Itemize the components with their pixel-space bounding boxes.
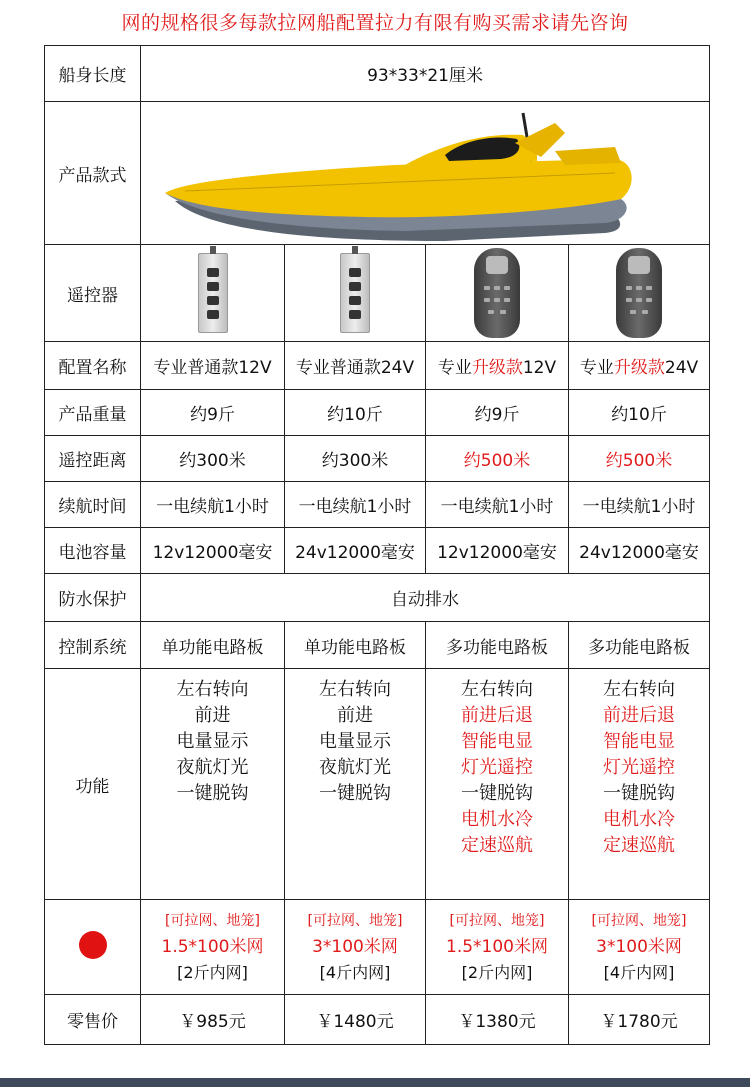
weight-cell: 约9斤 <box>141 390 285 436</box>
boat-image <box>145 103 705 243</box>
row-length <box>45 46 710 102</box>
features-cell-1: 左右转向 前进 电量显示 夜航灯光 一键脱钩 <box>141 669 285 900</box>
price-cell: ￥1380元 <box>426 995 569 1045</box>
net-cell-2: [可拉网、地笼] 3*100米网 [4斤内网] <box>285 900 426 995</box>
dark-remote-icon <box>616 248 662 338</box>
config-cell: 专业升级款24V <box>569 342 710 390</box>
weight-cell: 约9斤 <box>426 390 569 436</box>
battery-cell: 24v12000毫安 <box>569 528 710 574</box>
dark-remote-icon <box>474 248 520 338</box>
row-control <box>45 622 710 669</box>
price-cell: ￥1780元 <box>569 995 710 1045</box>
battery-cell: 24v12000毫安 <box>285 528 426 574</box>
config-cell: 专业普通款24V <box>285 342 426 390</box>
row-endurance <box>45 482 710 528</box>
label-control: 控制系统 <box>45 622 141 669</box>
row-battery <box>45 528 710 574</box>
label-length: 船身长度 <box>45 46 141 102</box>
remote-cell-4 <box>569 245 710 342</box>
spec-table <box>44 45 710 1045</box>
net-cell-1: [可拉网、地笼] 1.5*100米网 [2斤内网] <box>141 900 285 995</box>
footer-bar <box>0 1078 750 1087</box>
label-config: 配置名称 <box>45 342 141 390</box>
control-cell: 单功能电路板 <box>141 622 285 669</box>
row-distance <box>45 436 710 482</box>
endurance-cell: 一电续航1小时 <box>141 482 285 528</box>
label-waterproof: 防水保护 <box>45 574 141 622</box>
white-remote-icon <box>198 253 228 333</box>
endurance-cell: 一电续航1小时 <box>426 482 569 528</box>
weight-cell: 约10斤 <box>285 390 426 436</box>
label-distance: 遥控距离 <box>45 436 141 482</box>
control-cell: 单功能电路板 <box>285 622 426 669</box>
label-style: 产品款式 <box>45 102 141 245</box>
row-weight <box>45 390 710 436</box>
row-price <box>45 995 710 1045</box>
features-cell-4: 左右转向 前进后退 智能电显 灯光遥控 一键脱钩 电机水冷 定速巡航 <box>569 669 710 900</box>
distance-cell: 约300米 <box>285 436 426 482</box>
row-features <box>45 669 710 900</box>
white-remote-icon <box>340 253 370 333</box>
control-cell: 多功能电路板 <box>569 622 710 669</box>
remote-cell-3 <box>426 245 569 342</box>
label-endurance: 续航时间 <box>45 482 141 528</box>
distance-cell: 约500米 <box>569 436 710 482</box>
battery-cell: 12v12000毫安 <box>141 528 285 574</box>
endurance-cell: 一电续航1小时 <box>569 482 710 528</box>
row-style <box>45 102 710 245</box>
row-config <box>45 342 710 390</box>
purchase-notice: 网的规格很多每款拉网船配置拉力有限有购买需求请先咨询 <box>121 12 629 34</box>
red-dot-icon <box>79 931 107 959</box>
boat-image-cell <box>141 102 710 245</box>
value-length: 93*33*21厘米 <box>141 46 710 102</box>
label-battery: 电池容量 <box>45 528 141 574</box>
distance-cell: 约500米 <box>426 436 569 482</box>
label-remote: 遥控器 <box>45 245 141 342</box>
row-net <box>45 900 710 995</box>
features-cell-2: 左右转向 前进 电量显示 夜航灯光 一键脱钩 <box>285 669 426 900</box>
features-cell-3: 左右转向 前进后退 智能电显 灯光遥控 一键脱钩 电机水冷 定速巡航 <box>426 669 569 900</box>
remote-cell-2 <box>285 245 426 342</box>
price-cell: ￥985元 <box>141 995 285 1045</box>
endurance-cell: 一电续航1小时 <box>285 482 426 528</box>
label-weight: 产品重量 <box>45 390 141 436</box>
value-waterproof: 自动排水 <box>141 574 710 622</box>
row-remote <box>45 245 710 342</box>
battery-cell: 12v12000毫安 <box>426 528 569 574</box>
label-features: 功能 <box>45 669 141 900</box>
control-cell: 多功能电路板 <box>426 622 569 669</box>
net-dot-cell <box>45 900 141 995</box>
net-cell-3: [可拉网、地笼] 1.5*100米网 [2斤内网] <box>426 900 569 995</box>
price-cell: ￥1480元 <box>285 995 426 1045</box>
label-price: 零售价 <box>45 995 141 1045</box>
remote-cell-1 <box>141 245 285 342</box>
net-cell-4: [可拉网、地笼] 3*100米网 [4斤内网] <box>569 900 710 995</box>
distance-cell: 约300米 <box>141 436 285 482</box>
config-cell: 专业升级款12V <box>426 342 569 390</box>
row-waterproof <box>45 574 710 622</box>
weight-cell: 约10斤 <box>569 390 710 436</box>
config-cell: 专业普通款12V <box>141 342 285 390</box>
